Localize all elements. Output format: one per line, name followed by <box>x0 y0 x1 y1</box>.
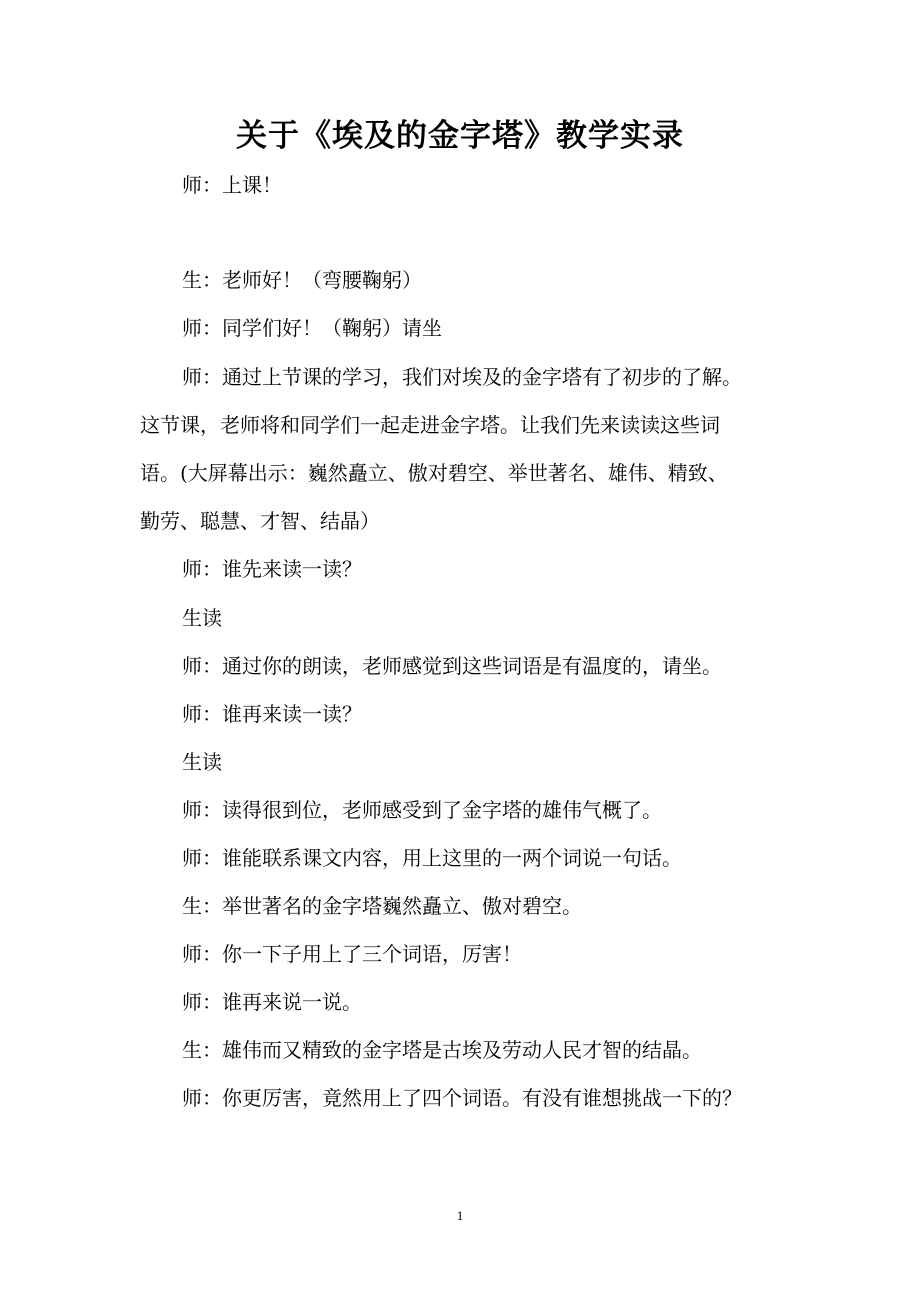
paragraph-line: 师：同学们好！（鞠躬）请坐 <box>182 316 442 340</box>
paragraph-line: 师：你一下子用上了三个词语，厉害！ <box>182 942 522 966</box>
paragraph <box>140 846 790 870</box>
paragraph <box>140 268 790 292</box>
paragraph-line: 师：谁能联系课文内容，用上这里的一两个词说一句话。 <box>182 846 682 870</box>
paragraph-line: 师：谁再来说一说。 <box>182 990 362 1014</box>
paragraph <box>140 173 790 197</box>
paragraph <box>140 990 790 1014</box>
paragraph-line: 师：通过你的朗读，老师感觉到这些词语是有温度的，请坐。 <box>182 654 722 678</box>
paragraph <box>140 1038 790 1062</box>
paragraph <box>140 1086 790 1110</box>
paragraph-line: 语。(大屏幕出示：巍然矗立、傲对碧空、举世著名、雄伟、精致、 <box>140 461 728 485</box>
paragraph-line: 勤劳、聪慧、才智、结晶） <box>140 509 380 533</box>
paragraph-block <box>140 365 790 533</box>
paragraph <box>140 750 790 774</box>
paragraph <box>140 894 790 918</box>
paragraph-line: 师：读得很到位，老师感受到了金字塔的雄伟气概了。 <box>182 798 662 822</box>
paragraph <box>140 316 790 340</box>
paragraph <box>140 606 790 630</box>
paragraph <box>140 942 790 966</box>
paragraph-line: 师：谁再来读一读？ <box>182 702 362 726</box>
paragraph-line: 这节课，老师将和同学们一起走进金字塔。让我们先来读读这些词 <box>140 413 720 437</box>
paragraph <box>140 654 790 678</box>
paragraph-line: 师：谁先来读一读？ <box>182 557 362 581</box>
paragraph-line: 师：通过上节课的学习，我们对埃及的金字塔有了初步的了解。 <box>182 365 742 389</box>
paragraph-line: 生读 <box>182 606 222 630</box>
paragraph-line: 师：你更厉害，竟然用上了四个词语。有没有谁想挑战一下的？ <box>182 1086 742 1110</box>
paragraph <box>140 798 790 822</box>
paragraph-line: 生：举世著名的金字塔巍然矗立、傲对碧空。 <box>182 894 582 918</box>
paragraph-line: 师：上课！ <box>182 173 282 197</box>
paragraph-line: 生：老师好！（弯腰鞠躬） <box>182 268 422 292</box>
paragraph-line: 生读 <box>182 750 222 774</box>
document-title: 关于《埃及的金字塔》教学实录 <box>236 118 684 154</box>
paragraph-line: 生：雄伟而又精致的金字塔是古埃及劳动人民才智的结晶。 <box>182 1038 702 1062</box>
paragraph <box>140 702 790 726</box>
page-number: 1 <box>456 1208 464 1223</box>
paragraph <box>140 557 790 581</box>
